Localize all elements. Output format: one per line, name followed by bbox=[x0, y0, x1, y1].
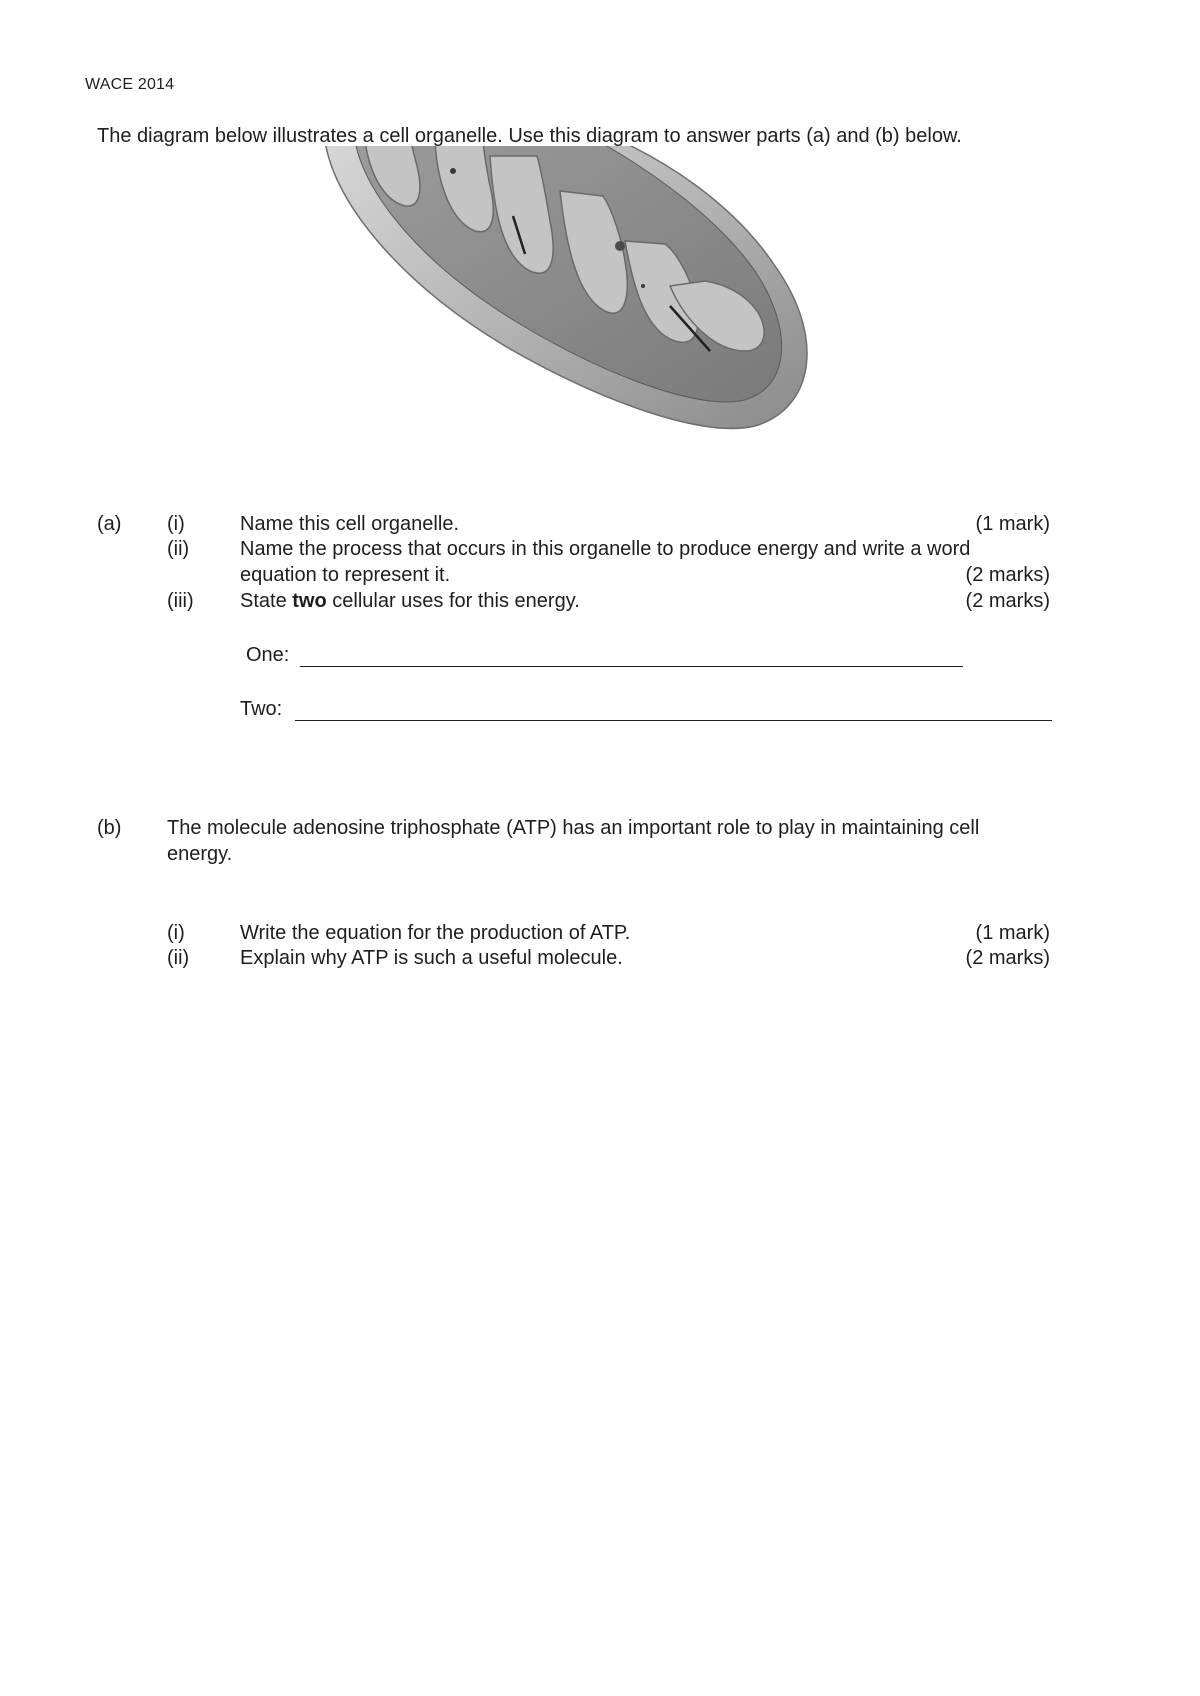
a-ii-question-line2: equation to represent it. bbox=[240, 564, 451, 586]
b-ii-marks: (2 marks) bbox=[965, 947, 1050, 969]
a-iii-post: cellular uses for this energy. bbox=[326, 590, 580, 612]
a-ii-number: (ii) bbox=[167, 538, 190, 560]
a-i-marks: (1 mark) bbox=[975, 513, 1050, 535]
a-iii-pre: State bbox=[240, 590, 293, 612]
answer-one-label: One: bbox=[246, 644, 290, 666]
b-i-question: Write the equation for the production of ATP. bbox=[240, 922, 631, 944]
b-ii-question: Explain why ATP is such a useful molecule. bbox=[240, 947, 623, 969]
a-iii-marks: (2 marks) bbox=[965, 590, 1050, 612]
b-i-number: (i) bbox=[167, 922, 185, 944]
a-iii-question bbox=[240, 590, 580, 613]
a-ii-marks: (2 marks) bbox=[965, 564, 1050, 586]
a-iii-bold: two bbox=[292, 590, 327, 612]
b-intro-line2: energy. bbox=[167, 843, 233, 865]
answer-two-line[interactable] bbox=[295, 720, 1052, 721]
mitochondrion-diagram bbox=[325, 146, 825, 436]
a-i-number: (i) bbox=[167, 513, 185, 535]
b-ii-number: (ii) bbox=[167, 947, 190, 969]
answer-one-line[interactable] bbox=[300, 666, 963, 667]
a-i-question: Name this cell organelle. bbox=[240, 513, 459, 535]
part-b-label: (b) bbox=[97, 817, 122, 839]
answer-two-label: Two: bbox=[240, 698, 283, 720]
intro-text: The diagram below illustrates a cell organelle. Use this diagram to answer parts (a) and (b) below. bbox=[97, 125, 962, 147]
b-intro-line1: The molecule adenosine triphosphate (ATP) has an important role to play in maintaining cell bbox=[167, 817, 980, 839]
a-iii-number: (iii) bbox=[167, 590, 194, 612]
b-i-marks: (1 mark) bbox=[975, 922, 1050, 944]
a-ii-question-line1: Name the process that occurs in this organelle to produce energy and write a word bbox=[240, 538, 971, 560]
part-a-label: (a) bbox=[97, 513, 122, 535]
exam-header: WACE 2014 bbox=[85, 76, 175, 93]
